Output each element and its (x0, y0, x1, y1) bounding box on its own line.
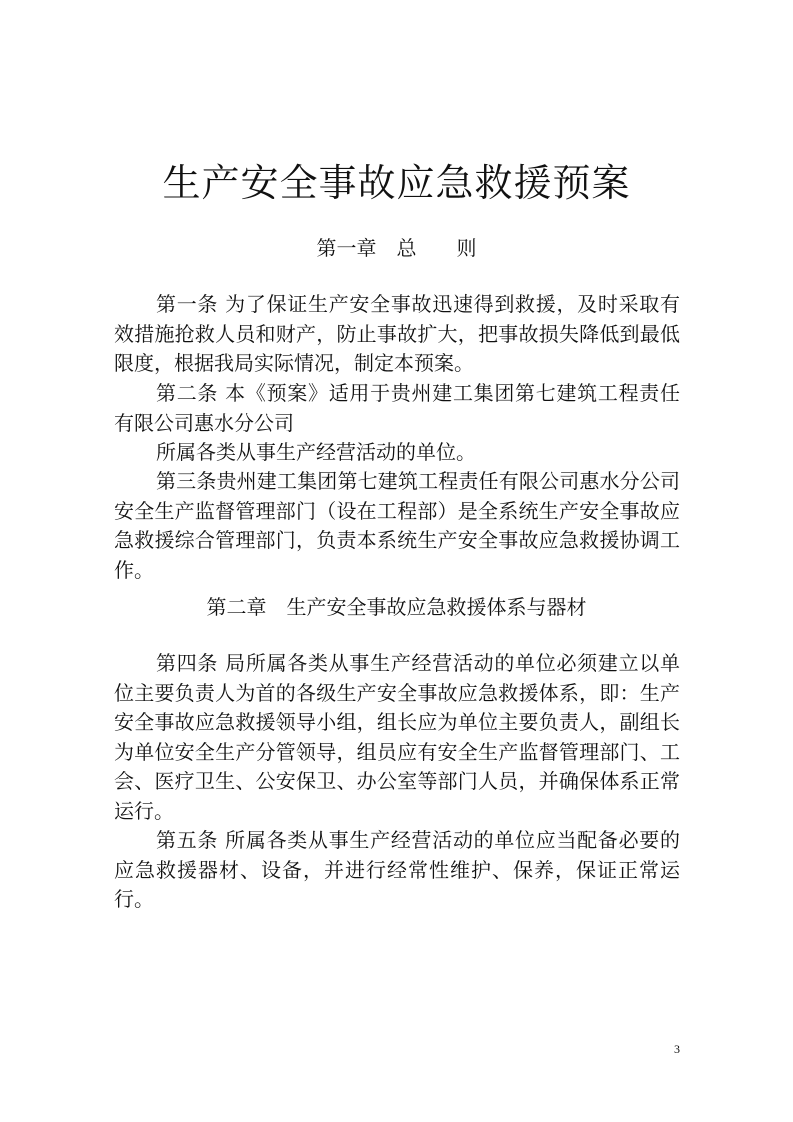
article-2: 第二条 本《预案》适用于贵州建工集团第七建筑工程责任有限公司惠水分公司 (114, 381, 680, 435)
article-1: 第一条 为了保证生产安全事故迅速得到救援，及时采取有效措施抢救人员和财产，防止事故扩大，把事故损失降低到最低限度，根据我局实际情况，制定本预案。 (114, 292, 680, 375)
article-3: 第三条贵州建工集团第七建筑工程责任有限公司惠水分公司安全生产监督管理部门（设在工程部）是全系统生产安全事故应急救援综合管理部门，负责本系统生产安全事故应急救援协调工作。 (114, 469, 680, 582)
article-4: 第四条 局所属各类从事生产经营活动的单位必须建立以单位主要负责人为首的各级生产安全事故应急救援体系，即：生产安全事故应急救援领导小组，组长应为单位主要负责人，副组长为单位安全生产分管领导，组员应有安全生产监督管理部门、工会、医疗卫生、公安保卫、办公室等部门人员，并确保体系正常运行。 (114, 651, 680, 823)
article-5: 第五条 所属各类从事生产经营活动的单位应当配备必要的应急救援器材、设备，并进行经常性维护、保养，保证正常运行。 (114, 828, 680, 911)
page-number: 3 (674, 1042, 680, 1056)
article-2-continued: 所属各类从事生产经营活动的单位。 (156, 440, 476, 464)
document-title: 生产安全事故应急救援预案 (162, 161, 631, 205)
chapter-2-heading: 第二章 生产安全事故应急救援体系与器材 (206, 595, 587, 619)
chapter-1-heading: 第一章 总 则 (316, 236, 477, 260)
